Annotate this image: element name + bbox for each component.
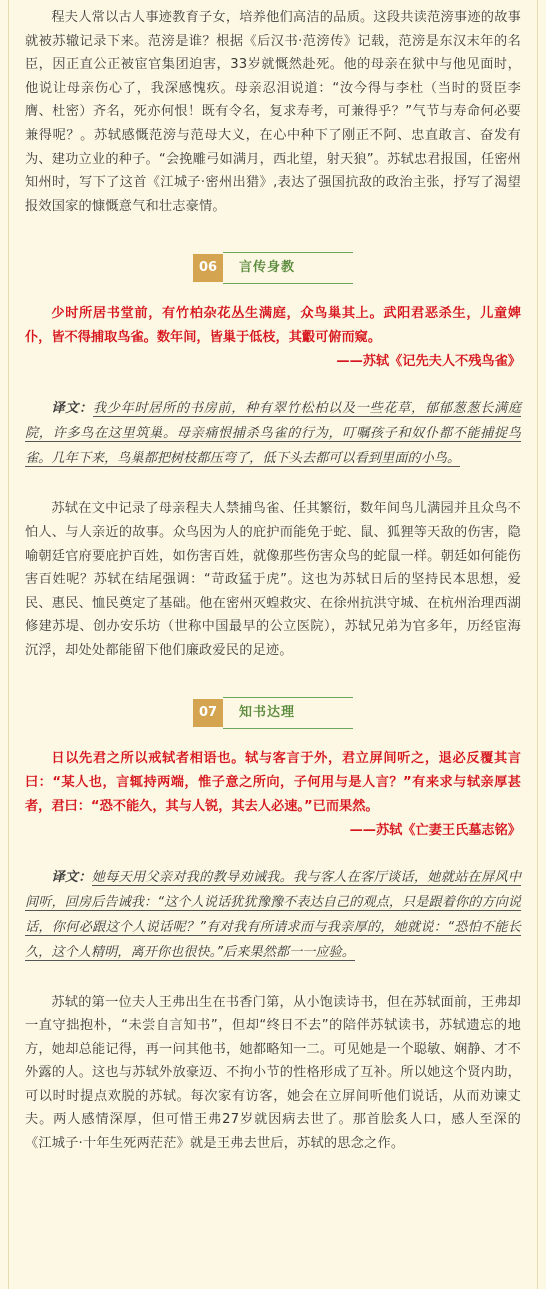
header-line bbox=[223, 697, 353, 698]
section-number: 07 bbox=[193, 699, 223, 727]
section-header-06 bbox=[193, 248, 353, 288]
translation-label: 译文： bbox=[51, 869, 92, 885]
quote-source: ——苏轼《记先夫人不残鸟雀》 bbox=[336, 354, 521, 370]
section-title: 言传身教 bbox=[239, 260, 296, 276]
quote-source: ——苏轼《亡妻王氏墓志铭》 bbox=[349, 822, 521, 838]
header-line bbox=[223, 283, 353, 284]
commentary-paragraph: 苏轼在文中记录了母亲程夫人禁捕鸟雀、任其繁衍，数年间鸟儿满园并且众鸟不怕人、与人亲近的故事。众鸟因为人的庇护而能免于蛇、鼠、狐狸等天敌的伤害，隐喻朝廷官府要庇护百姓，如伤害百姓，就像那些伤害众鸟的蛇鼠一样。朝廷如何能伤害百姓呢？苏轼在结尾强调：“苛政猛于虎”。这也为苏轼日后的坚持民本思想，爱民、惠民、恤民奠定了基础。他在密州灭蝗救灾、在徐州抗洪守城、在杭州治理西湖修建苏堤、创办安乐坊（世称中国最早的公立医院），苏轼兄弟为官多年，历经宦海沉浮，却处处都能留下他们廉政爱民的足迹。 bbox=[25, 501, 521, 658]
header-line bbox=[223, 252, 353, 253]
classical-quote: 日以先君之所以戒轼者相语也。轼与客言于外，君立屏间听之，退必反覆其言曰：“某人也，言辄持两端，惟子意之所向，子何用与是人言？”有来求与轼亲厚甚者，君曰：“恐不能久，其与人锐，其去人必速。”已而果然。 bbox=[25, 750, 521, 814]
header-line bbox=[223, 728, 353, 729]
translation-text: 她每天用父亲对我的教导劝诫我。我与客人在客厅谈话，她就站在屏风中间听，回房后告诫我：“这个人说话犹犹豫豫不表达自己的观点，只是跟着你的方向说话，你何必跟这个人说话呢？”有对我有所请求而与我亲厚的，她就说：“恐怕不能长久，这个人精明，离开你也很快。”后来果然都一一应验。 bbox=[25, 869, 522, 960]
translation bbox=[25, 865, 521, 965]
translation bbox=[25, 396, 521, 471]
commentary-paragraph: 苏轼的第一位夫人王弗出生在书香门第，从小饱读诗书，但在苏轼面前，王弗却一直守拙抱朴，“未尝自言知书”，但却“终日不去”的陪伴苏轼读书，苏轼遗忘的地方，她却总能记得，再一问其他书，她都略知一二。可见她是一个聪敏、娴静、才不外露的人。这也与苏轼外放豪迈、不拘小节的性格形成了互补。所以她这个贤内助，可以时时提点欢脱的苏轼。每次家有访客，她会在立屏间听他们说话，从而劝谏丈夫。两人感情深厚，但可惜王弗27岁就因病去世了。那首脍炙人口，感人至深的《江城子·十年生死两茫茫》就是王弗去世后，苏轼的思念之作。 bbox=[25, 994, 521, 1152]
translation-text: 我少年时居所的书房前，种有翠竹松柏以及一些花草，郁郁葱葱长满庭院，许多鸟在这里筑巢。母亲痛恨捕杀鸟雀的行为，叮嘱孩子和奴仆都不能捕捉鸟雀。几年下来，鸟巢都把树枝都压弯了，低下头去都可以看到里面的小鸟。 bbox=[25, 401, 522, 467]
intro-paragraph: 程夫人常以古人事迹教育子女，培养他们高洁的品质。这段共读范滂事迹的故事就被苏辙记录下来。范滂是谁？根据《后汉书·范滂传》记载，范滂是东汉末年的名臣，因正直公正被宦官集团迫害，33岁就慨然赴死。他的母亲在狱中与他见面时，他说让母亲伤心了，我深感愧疚。母亲忍泪说道：“汝今得与李杜（当时的贤臣李膺、杜密）齐名，死亦何恨！既有令名，复求寿考，可兼得乎？”气节与寿命何必要兼得呢？。苏轼感慨范滂与范母大义，在心中种下了刚正不阿、忠直敢言、奋发有为、建功立业的种子。“会挽雕弓如满月，西北望，射天狼”。苏轼忠君报国，任密州知州时，写下了这首《江城子·密州出猎》,表达了强国抗敌的政治主张，抒写了渴望报效国家的慷慨意气和壮志豪情。 bbox=[25, 10, 522, 214]
classical-quote: 少时所居书堂前，有竹柏杂花丛生满庭，众鸟巢其上。武阳君恶杀生，儿童婢仆，皆不得捕取鸟雀。数年间，皆巢于低枝，其鷇可俯而窥。 bbox=[25, 306, 521, 346]
article bbox=[8, 0, 538, 1289]
section-header-07 bbox=[193, 693, 353, 733]
section-title: 知书达理 bbox=[239, 704, 296, 720]
section-number: 06 bbox=[193, 254, 223, 282]
translation-label: 译文： bbox=[51, 401, 93, 417]
